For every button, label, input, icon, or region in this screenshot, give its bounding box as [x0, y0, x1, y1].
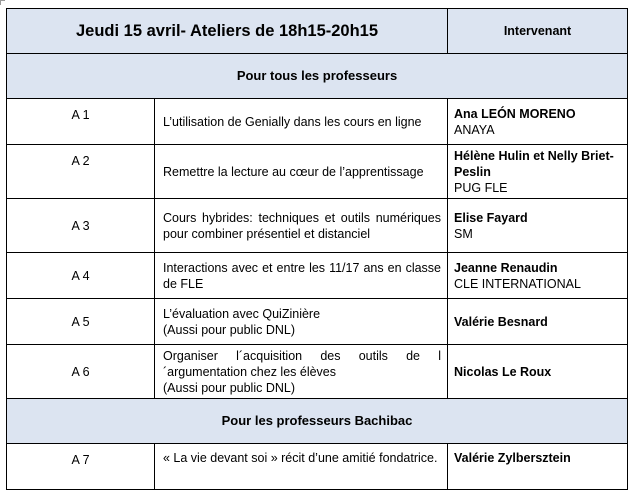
- header-row: [7, 9, 628, 54]
- table-row: [7, 299, 628, 345]
- speaker-name: Nicolas Le Roux: [454, 364, 552, 379]
- workshop-topic: [155, 99, 448, 145]
- workshop-topic: [155, 145, 448, 199]
- topic-line: L’évaluation avec QuiZinière: [163, 306, 321, 321]
- topic-line: Cours hybrides: techniques et outils numériques pour combiner présentiel et distanciel: [163, 210, 442, 241]
- section-label: Pour les professeurs Bachibac: [7, 399, 628, 444]
- speaker-name: Valérie Zylbersztein: [454, 451, 571, 465]
- speaker-cell: [448, 145, 628, 199]
- speaker-name: Elise Fayard: [454, 210, 528, 225]
- topic-line: Organiser l´acquisition des outils de l´argumentation chez les élèves: [163, 348, 442, 379]
- speaker-name: Hélène Hulin et Nelly Briet-Peslin: [454, 148, 614, 179]
- workshop-code: A 1: [7, 99, 155, 145]
- table-row: [7, 145, 628, 199]
- speaker-organisation: ANAYA: [454, 122, 495, 137]
- table-row: [7, 99, 628, 145]
- topic-note: (Aussi pour public DNL): [163, 380, 295, 395]
- workshop-topic: [155, 444, 448, 490]
- topic-line: Remettre la lecture au cœur de l’apprentissage: [163, 164, 424, 179]
- topic-line: Interactions avec et entre les 11/17 ans en classe de FLE: [163, 260, 442, 291]
- table-row: [7, 199, 628, 253]
- workshop-topic: [155, 299, 448, 345]
- section-label: Pour tous les professeurs: [7, 54, 628, 99]
- workshop-code: A 5: [7, 299, 155, 345]
- speaker-cell: [448, 299, 628, 345]
- topic-line: L’utilisation de Genially dans les cours en ligne: [163, 114, 422, 129]
- speaker-cell: [448, 345, 628, 399]
- table-row: [7, 253, 628, 299]
- workshop-schedule-table: [6, 8, 628, 490]
- speaker-name: Valérie Besnard: [454, 314, 548, 329]
- workshop-code: A 7: [7, 444, 155, 490]
- speaker-cell: [448, 444, 628, 490]
- speaker-name: Jeanne Renaudin: [454, 260, 558, 275]
- speaker-organisation: SM: [454, 226, 473, 241]
- workshop-code: A 6: [7, 345, 155, 399]
- speaker-cell: [448, 99, 628, 145]
- speaker-column-header: Intervenant: [448, 9, 628, 54]
- speaker-cell: [448, 199, 628, 253]
- corner-crop-mark: [0, 0, 5, 5]
- workshop-code: A 3: [7, 199, 155, 253]
- workshop-topic: [155, 253, 448, 299]
- topic-note: (Aussi pour public DNL): [163, 322, 295, 337]
- workshop-topic: [155, 345, 448, 399]
- topic-line: « La vie devant soi » récit d’une amitié fondatrice.: [163, 451, 438, 465]
- workshop-code: A 2: [7, 145, 155, 199]
- workshop-topic: [155, 199, 448, 253]
- speaker-organisation: PUG FLE: [454, 180, 508, 195]
- table-row: [7, 345, 628, 399]
- section-row-all-teachers: [7, 54, 628, 99]
- speaker-organisation: CLE INTERNATIONAL: [454, 276, 581, 291]
- speaker-name: Ana LEÓN MORENO: [454, 106, 576, 121]
- workshop-code: A 4: [7, 253, 155, 299]
- schedule-title: Jeudi 15 avril- Ateliers de 18h15-20h15: [7, 9, 448, 54]
- table-row: [7, 444, 628, 490]
- speaker-cell: [448, 253, 628, 299]
- section-row-bachibac: [7, 399, 628, 444]
